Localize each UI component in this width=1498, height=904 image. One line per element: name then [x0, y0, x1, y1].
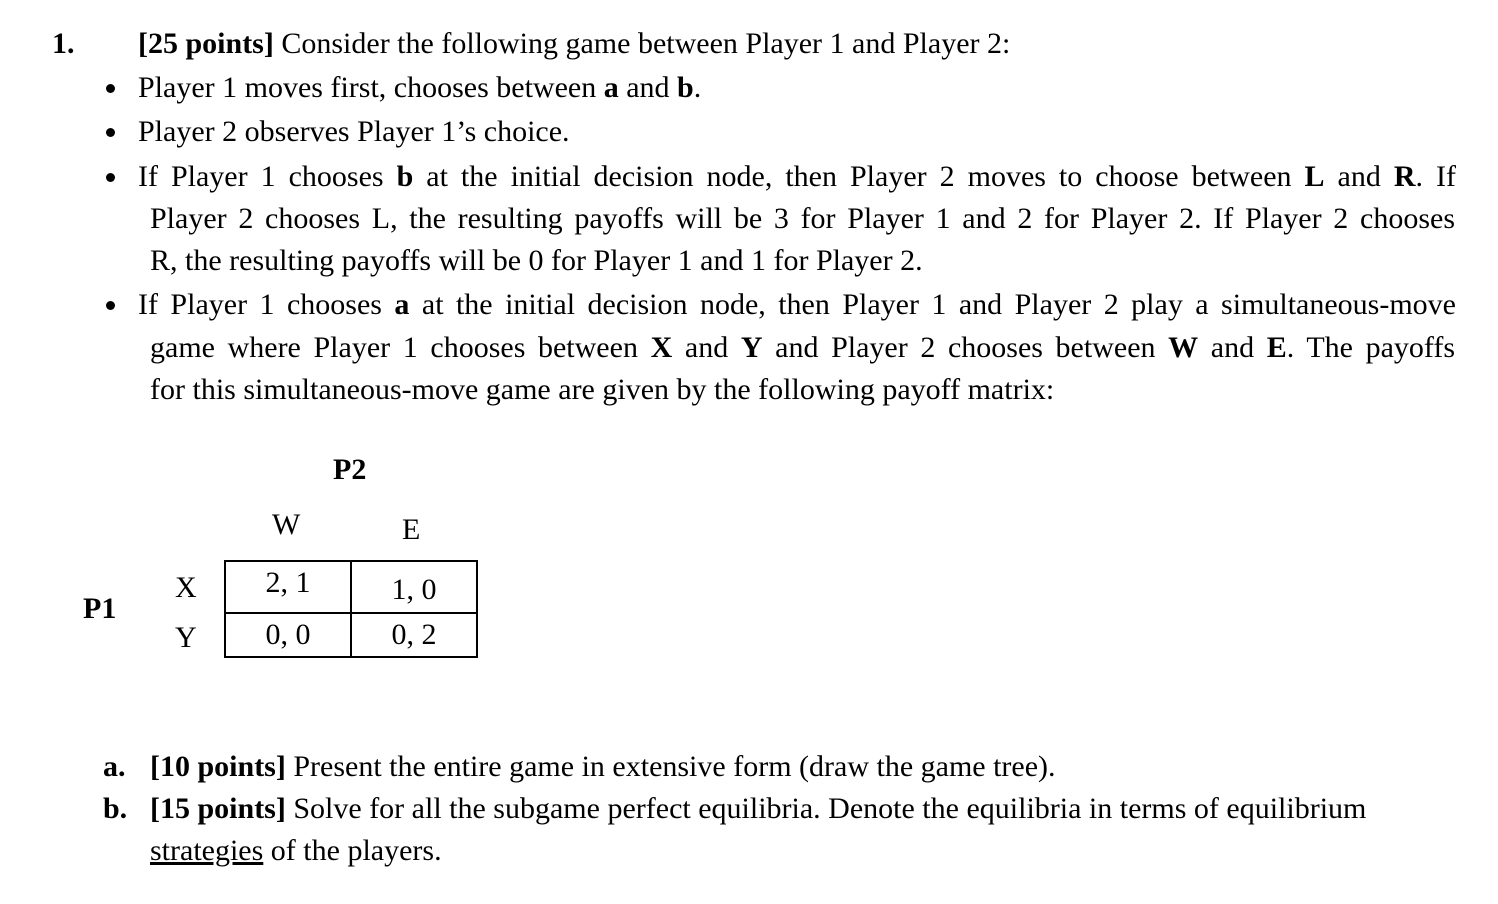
bullet-4-line-2: game where Player 1 chooses between X and Y and Player 2 chooses between W and E. The payoffs	[150, 331, 1456, 364]
matrix-row-y	[225, 613, 477, 657]
bullet-icon	[106, 128, 115, 137]
matrix-col-label-w: W	[272, 508, 301, 541]
bullet-1: Player 1 moves first, chooses between a and b.	[138, 71, 702, 104]
question-number: 1.	[52, 27, 75, 60]
bullet-2: Player 2 observes Player 1’s choice.	[138, 115, 570, 148]
matrix-cell-xw: 2, 1	[225, 561, 351, 613]
bullet-icon	[106, 301, 115, 310]
part-a: [10 points] Present the entire game in extensive form (draw the game tree).	[150, 750, 1056, 783]
bullet-4-line-3: for this simultaneous-move game are given by the following payoff matrix:	[150, 373, 1055, 406]
bullet-icon	[106, 173, 115, 182]
matrix-p2-label: P2	[333, 453, 367, 486]
matrix-p1-label: P1	[83, 592, 117, 625]
bullet-3-line-1: If Player 1 chooses b at the initial decision node, then Player 2 moves to choose between L and R. If	[138, 160, 1456, 193]
matrix-cell-yw: 0, 0	[225, 613, 351, 657]
bullet-3-line-2: Player 2 chooses L, the resulting payoffs will be 3 for Player 1 and 2 for Player 2. If Player 2 chooses	[150, 202, 1455, 235]
matrix-row-x	[225, 561, 477, 613]
underlined-strategies: strategies	[150, 834, 264, 867]
matrix-cell-ye: 0, 2	[351, 613, 477, 657]
part-b-letter: b.	[103, 792, 128, 825]
bullet-3-line-3: R, the resulting payoffs will be 0 for Player 1 and 1 for Player 2.	[150, 244, 923, 277]
part-b-line-2: strategies of the players.	[150, 834, 442, 867]
matrix-cell-xe: 1, 0	[351, 561, 477, 613]
bullet-icon	[106, 84, 115, 93]
question-intro: Consider the following game between Player 1 and Player 2:	[281, 27, 1011, 60]
question-points: [25 points]	[138, 27, 274, 60]
question-header	[138, 26, 1010, 62]
matrix-row-label-x: X	[175, 571, 197, 604]
payoff-matrix	[224, 560, 478, 658]
bullet-4-line-1: If Player 1 chooses a at the initial decision node, then Player 1 and Player 2 play a simultaneous-move	[138, 288, 1456, 321]
part-a-letter: a.	[103, 750, 126, 783]
matrix-row-label-y: Y	[175, 621, 197, 654]
matrix-col-label-e: E	[402, 513, 421, 546]
part-b-line-1: [15 points] Solve for all the subgame perfect equilibria. Denote the equilibria in terms of equilibrium	[150, 792, 1367, 825]
